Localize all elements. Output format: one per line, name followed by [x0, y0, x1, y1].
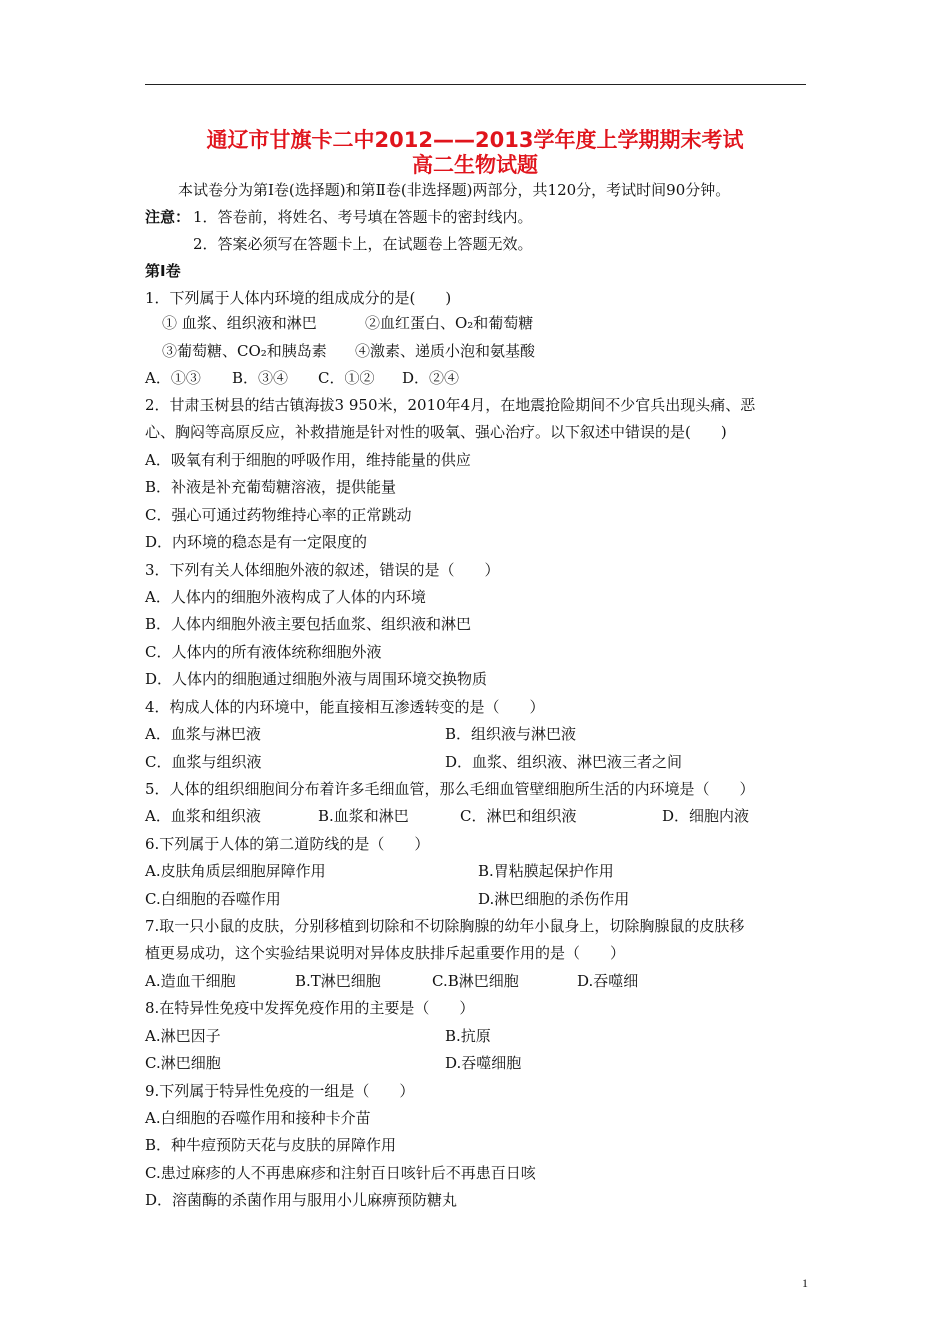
- q4-stem: 4．构成人体的内环境中，能直接相互渗透转变的是（ ）: [145, 698, 545, 716]
- q5-option-b: B.血浆和淋巴: [318, 807, 409, 825]
- q1-item-4: ④激素、递质小泡和氨基酸: [355, 342, 536, 360]
- q1-item-1: ① 血浆、组织液和淋巴: [162, 314, 317, 332]
- q3-option-b: B．人体内细胞外液主要包括血浆、组织液和淋巴: [145, 615, 472, 633]
- q8-option-c: C.淋巴细胞: [145, 1054, 221, 1072]
- q9-option-d: D．溶菌酶的杀菌作用与服用小儿麻痹预防糖丸: [145, 1191, 458, 1209]
- q1-item-2: ②血红蛋白、O₂和葡萄糖: [365, 314, 534, 332]
- q3-option-a: A．人体内的细胞外液构成了人体的内环境: [145, 588, 426, 606]
- q7-option-a: A.造血干细胞: [145, 972, 236, 990]
- section-title: 第Ⅰ卷: [145, 262, 181, 280]
- q1-option-c: C．①②: [318, 369, 375, 387]
- q7-option-c: C.B淋巴细胞: [432, 972, 519, 990]
- q2-stem-line2: 心、胸闷等高原反应，补救措施是针对性的吸氧、强心治疗。以下叙述中错误的是( ): [145, 423, 727, 441]
- q4-option-d: D．血浆、组织液、淋巴液三者之间: [445, 753, 683, 771]
- q8-option-a: A.淋巴因子: [145, 1027, 221, 1045]
- q7-stem-line1: 7.取一只小鼠的皮肤，分别移植到切除和不切除胸腺的幼年小鼠身上，切除胸腺鼠的皮肤移: [145, 917, 745, 935]
- q9-option-a: A.白细胞的吞噬作用和接种卡介苗: [145, 1109, 371, 1127]
- exam-title: 通辽市甘旗卡二中2012——2013学年度上学期期末考试: [206, 128, 744, 152]
- q3-stem: 3．下列有关人体细胞外液的叙述，错误的是（ ）: [145, 561, 500, 579]
- q7-option-d: D.吞噬细: [577, 972, 639, 990]
- q6-option-c: C.白细胞的吞噬作用: [145, 890, 281, 908]
- q2-option-a: A．吸氧有利于细胞的呼吸作用，维持能量的供应: [145, 451, 471, 469]
- q5-option-c: C．淋巴和组织液: [460, 807, 577, 825]
- q1-item-3: ③葡萄糖、CO₂和胰岛素: [162, 342, 327, 360]
- notice-label: 注意：: [145, 208, 191, 226]
- intro-text: 本试卷分为第Ⅰ卷(选择题)和第Ⅱ卷(非选择题)两部分，共120分，考试时间90分钟。: [178, 181, 731, 199]
- q6-option-d: D.淋巴细胞的杀伤作用: [478, 890, 630, 908]
- q6-option-a: A.皮肤角质层细胞屏障作用: [145, 862, 326, 880]
- notice-item-2: 2．答案必须写在答题卡上，在试题卷上答题无效。: [193, 235, 533, 253]
- header-rule: [145, 84, 806, 85]
- q6-option-b: B.胃粘膜起保护作用: [478, 862, 614, 880]
- q4-option-b: B．组织液与淋巴液: [445, 725, 577, 743]
- q1-option-b: B．③④: [232, 369, 289, 387]
- q8-stem: 8.在特异性免疫中发挥免疫作用的主要是（ ）: [145, 999, 475, 1017]
- q2-option-d: D．内环境的稳态是有一定限度的: [145, 533, 368, 551]
- q8-option-b: B.抗原: [445, 1027, 491, 1045]
- q8-option-d: D.吞噬细胞: [445, 1054, 522, 1072]
- q5-option-a: A．血浆和组织液: [145, 807, 261, 825]
- q1-stem: 1．下列属于人体内环境的组成成分的是( ): [145, 289, 452, 307]
- q3-option-c: C．人体内的所有液体统称细胞外液: [145, 643, 382, 661]
- exam-subtitle: 高二生物试题: [412, 153, 538, 177]
- q2-stem-line1: 2．甘肃玉树县的结古镇海拔3 950米，2010年4月，在地震抢险期间不少官兵出现头痛、恶: [145, 396, 756, 414]
- q2-option-c: C．强心可通过药物维持心率的正常跳动: [145, 506, 412, 524]
- q2-option-b: B．补液是补充葡萄糖溶液，提供能量: [145, 478, 397, 496]
- q9-option-b: B．种牛痘预防天花与皮肤的屏障作用: [145, 1136, 397, 1154]
- q9-option-c: C.患过麻疹的人不再患麻疹和注射百日咳针后不再患百日咳: [145, 1164, 536, 1182]
- notice-item-1: 1．答卷前，将姓名、考号填在答题卡的密封线内。: [193, 208, 533, 226]
- q1-option-d: D．②④: [402, 369, 460, 387]
- q7-option-b: B.T淋巴细胞: [295, 972, 381, 990]
- q6-stem: 6.下列属于人体的第二道防线的是（ ）: [145, 835, 430, 853]
- q9-stem: 9.下列属于特异性免疫的一组是（ ）: [145, 1082, 415, 1100]
- page-number: 1: [802, 1276, 808, 1290]
- q4-option-c: C．血浆与组织液: [145, 753, 262, 771]
- q4-option-a: A．血浆与淋巴液: [145, 725, 261, 743]
- q5-option-d: D．细胞内液: [662, 807, 750, 825]
- q3-option-d: D．人体内的细胞通过细胞外液与周围环境交换物质: [145, 670, 488, 688]
- q7-stem-line2: 植更易成功，这个实验结果说明对异体皮肤排斥起重要作用的是（ ）: [145, 944, 626, 962]
- q5-stem: 5．人体的组织细胞间分布着许多毛细血管，那么毛细血管壁细胞所生活的内环境是（ ）: [145, 780, 755, 798]
- q1-option-a: A．①③: [145, 369, 201, 387]
